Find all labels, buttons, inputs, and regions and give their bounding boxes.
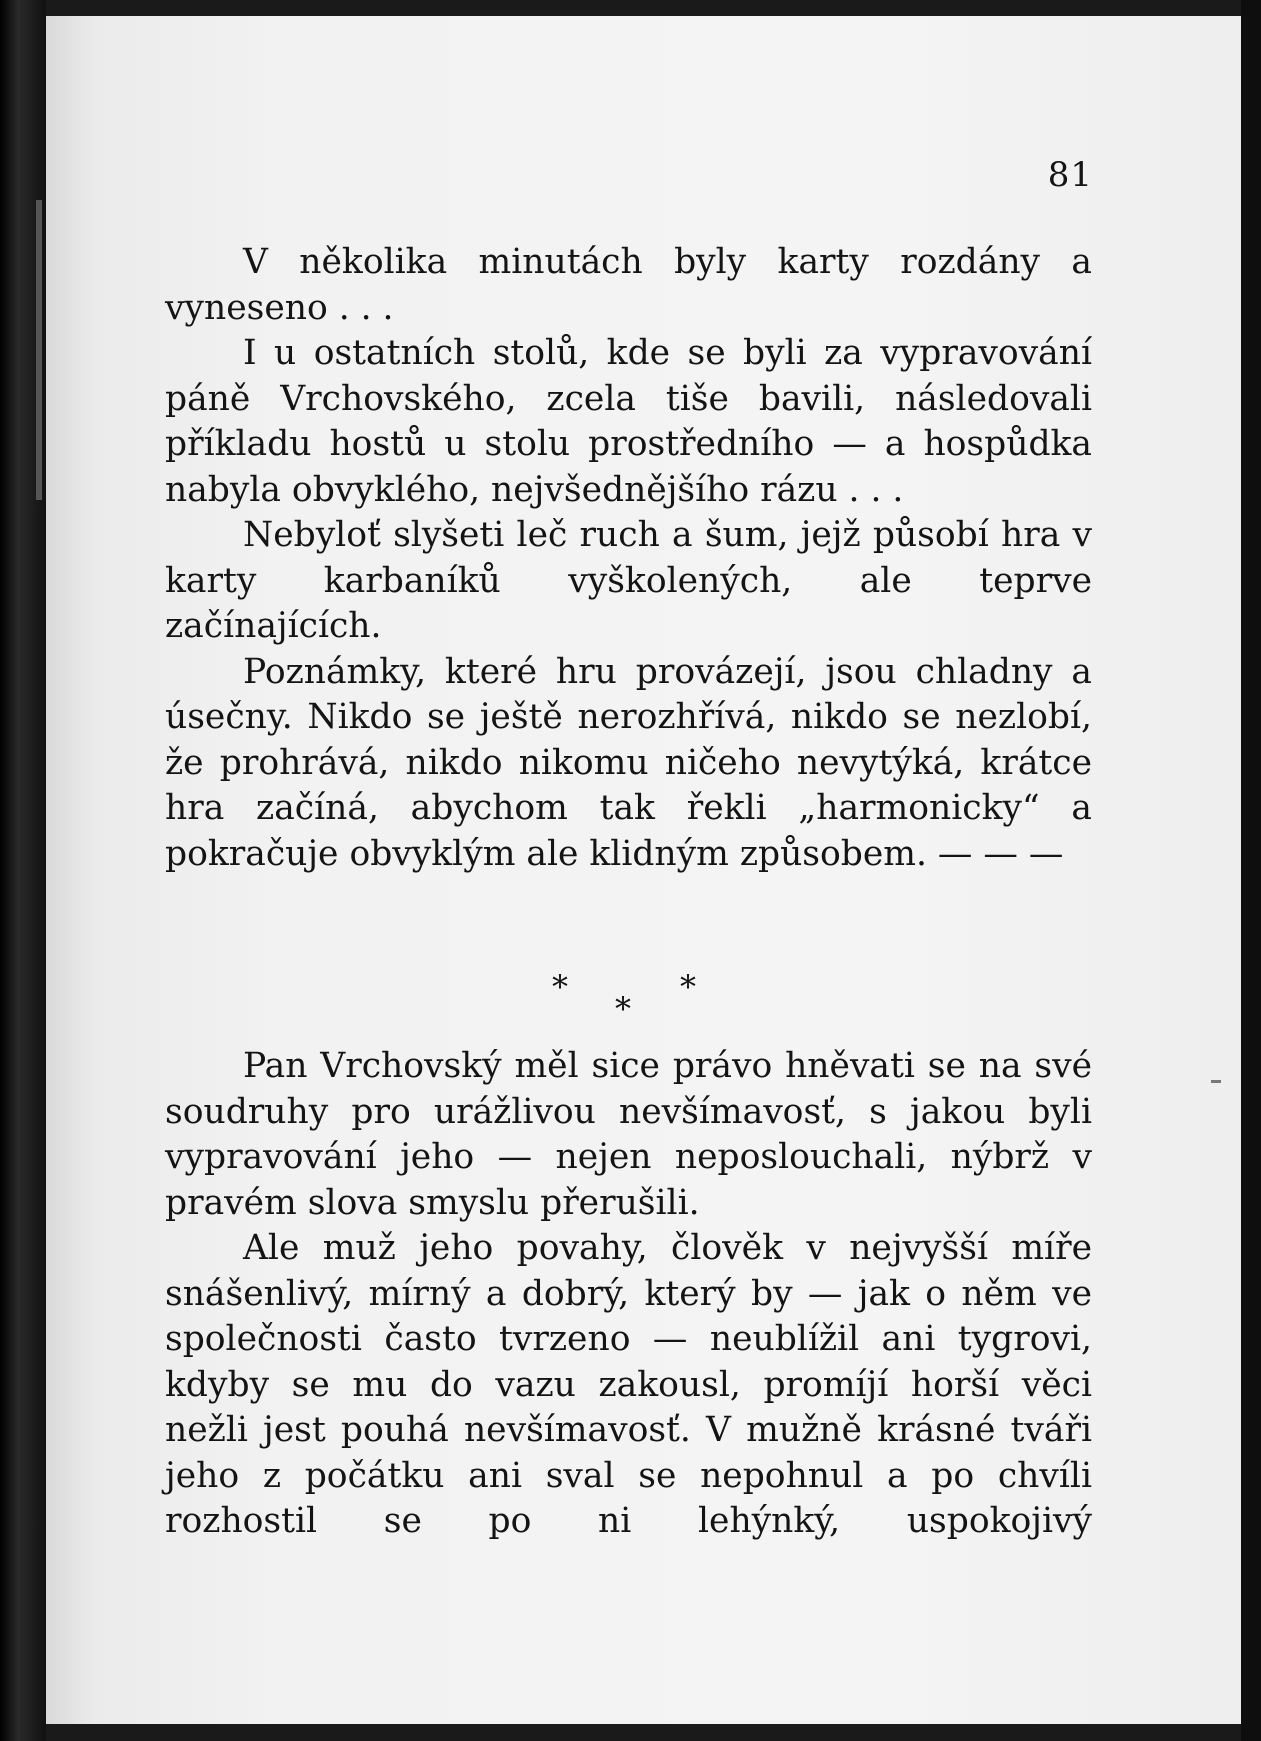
paragraph: Poznámky, které hru provázejí, jsou chladny a úsečny. Nikdo se ještě nerozhřívá, nikdo se nezlobí, že prohrává, nikdo nikomu ničeho nevytýká, krátce hra začíná, abychom tak řekli „harmonicky“ a pokračuje obvyklým ale klidným způsobem. — — — [165,651,1092,874]
page-smudge [1211,1080,1221,1083]
book-spine-shadow [0,0,46,1741]
text-block-2 [165,1044,1092,1545]
paragraph: V několika minutách byly karty rozdány a vyneseno . . . [165,242,1092,328]
separator-asterisk: * [680,968,696,1006]
separator-asterisk: * [615,990,631,1028]
paragraph: I u ostatních stolů, kde se byli za vypravování páně Vrchovského, zcela tiše bavili, následovali příkladu hostů u stolu prostředního — a hospůdka nabyla obvyklého, nejvšednějšího rázu . . . [165,333,1092,510]
paragraph: Nebyloť slyšeti leč ruch a šum, jejž působí hra v karty karbaníků vyškolených, ale teprve začínajících. [165,515,1092,646]
separator-asterisk: * [552,968,568,1006]
paragraph: Pan Vrchovský měl sice právo hněvati se na své soudruhy pro urážlivou nevšímavosť, s jakou byli vypravování jeho — nejen neposlouchali, nýbrž v pravém slova smyslu přerušili. [165,1046,1092,1223]
paragraph: Ale muž jeho povahy, člověk v nejvyšší míře snášenlivý, mírný a dobrý, který by — jak o něm ve společnosti často tvrzeno — neublížil ani tygrovi, kdyby se mu do vazu zakousl, promíjí horší věci nežli jest pouhá nevšímavosť. V mužně krásné tváři jeho z počátku ani sval se nepohnul a po chvíli rozhostil se po ni lehýnký, uspokojivý [165,1228,1092,1541]
right-page-edge [1241,0,1261,1741]
page-number: 81 [1047,155,1093,195]
text-block-1 [165,240,1092,877]
spine-edge-mark [36,200,42,500]
